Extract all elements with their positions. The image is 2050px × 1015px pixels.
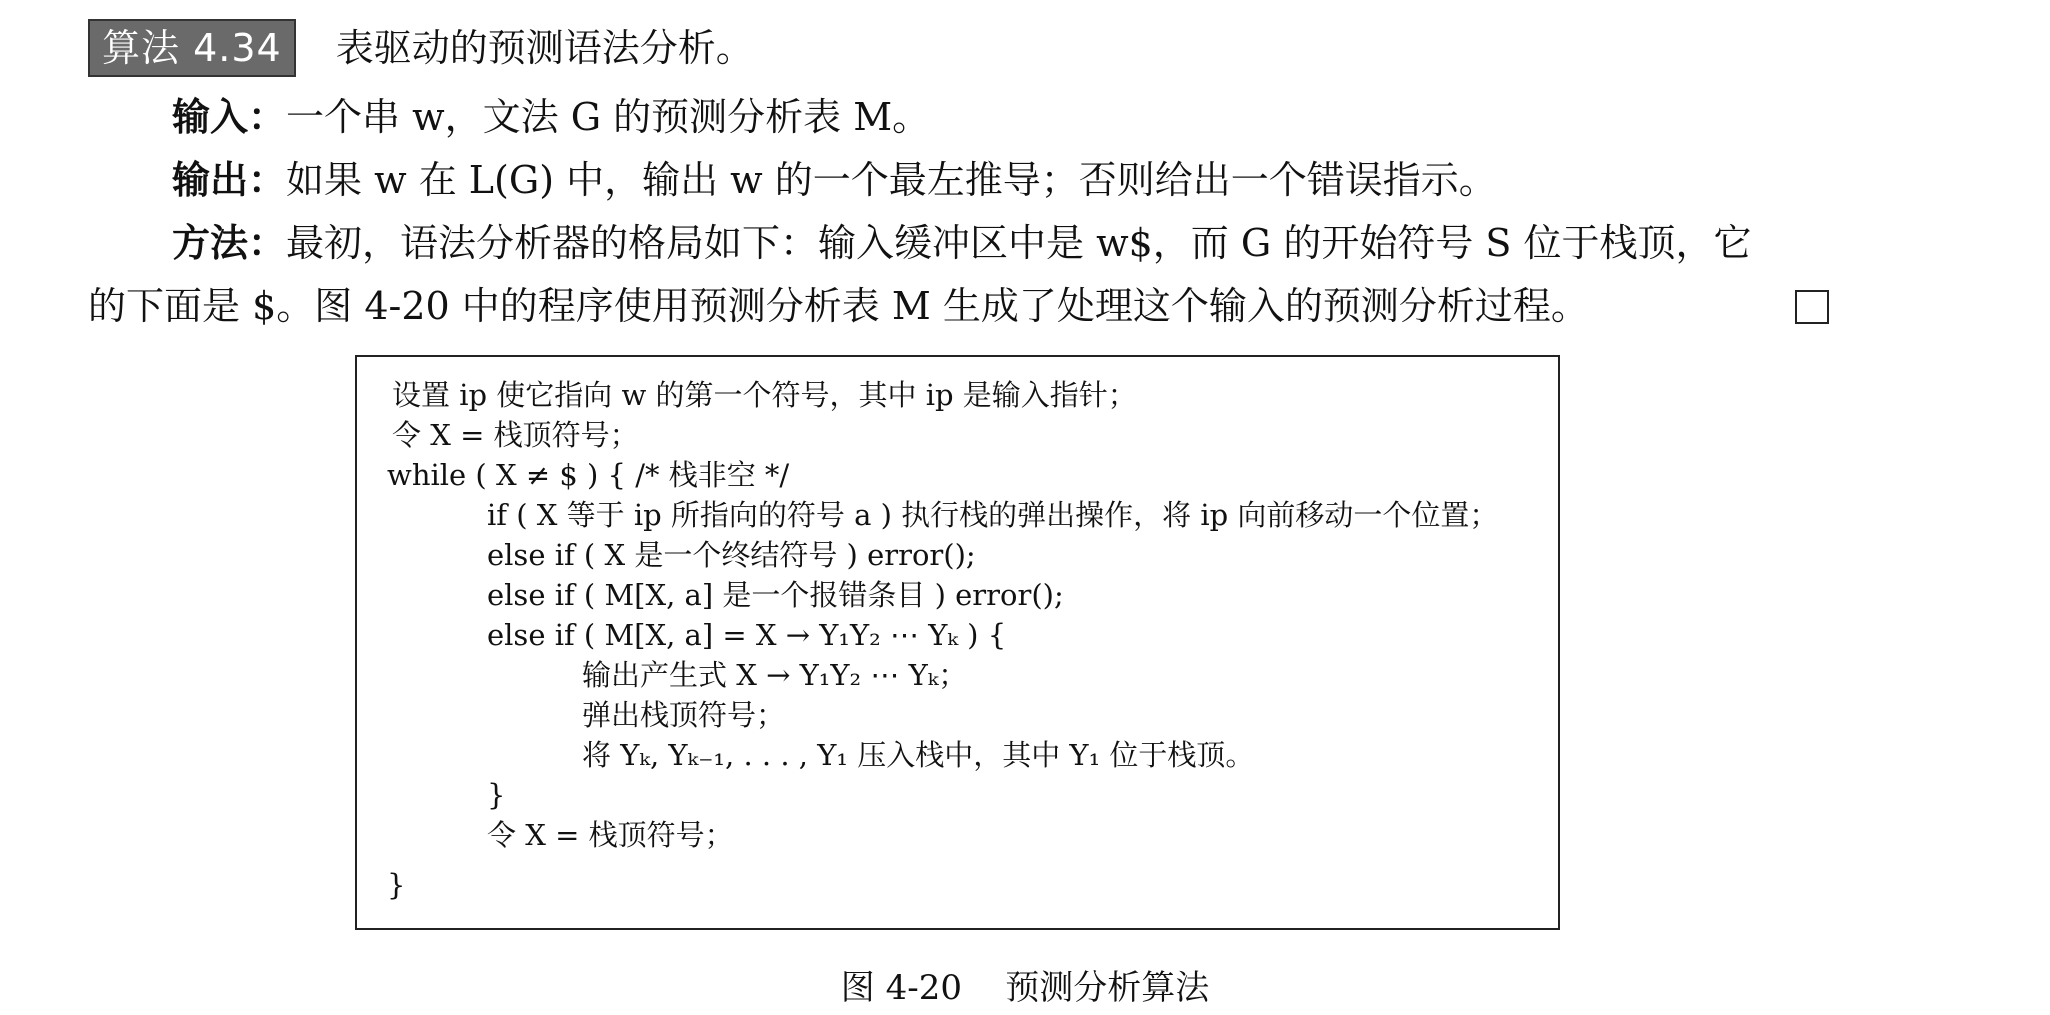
code-line: 输出产生式 X → Y₁Y₂ ⋯ Yₖ；	[582, 658, 968, 692]
method-text-line2: 的下面是 $。图 4-20 中的程序使用预测分析表 M 生成了处理这个输入的预测分析过程。	[88, 284, 1589, 328]
input-text: 一个串 w，文法 G 的预测分析表 M。	[286, 95, 931, 139]
method-label: 方法：	[172, 221, 287, 265]
input-label: 输入：	[172, 95, 287, 139]
qed-square	[1795, 290, 1829, 324]
algorithm-header	[88, 18, 754, 78]
algorithm-title: 表驱动的预测语法分析。	[335, 26, 754, 70]
code-line: 设置 ip 使它指向 w 的第一个符号，其中 ip 是输入指针；	[392, 378, 1137, 412]
algorithm-number-badge: 算法 4.34	[88, 19, 296, 77]
code-line: if ( X 等于 ip 所指向的符号 a ) 执行栈的弹出操作，将 ip 向前移动一个位置；	[487, 498, 1499, 532]
output-label: 输出：	[172, 158, 287, 202]
code-line: }	[487, 778, 506, 812]
algorithm-code-box	[355, 355, 1560, 930]
figure-caption: 图 4-20 预测分析算法	[840, 968, 1210, 1008]
code-line: else if ( M[X, a] = X → Y₁Y₂ ⋯ Yₖ ) {	[487, 618, 1007, 652]
output-text: 如果 w 在 L(G) 中，输出 w 的一个最左推导；否则给出一个错误指示。	[286, 158, 1497, 202]
method-text-line1: 最初，语法分析器的格局如下：输入缓冲区中是 w$，而 G 的开始符号 S 位于栈顶，它	[286, 221, 1752, 265]
code-line: 令 X = 栈顶符号；	[392, 418, 639, 452]
input-paragraph	[172, 92, 930, 142]
code-line: while ( X ≠ $ ) { /* 栈非空 */	[387, 458, 790, 492]
method-paragraph	[172, 218, 1752, 268]
code-line: else if ( M[X, a] 是一个报错条目 ) error();	[487, 578, 1064, 612]
code-line: }	[387, 868, 406, 902]
output-paragraph	[172, 155, 1497, 205]
method-paragraph-continuation	[88, 281, 1589, 331]
code-line: 将 Yₖ, Yₖ₋₁, . . . , Y₁ 压入栈中，其中 Y₁ 位于栈顶。	[582, 738, 1255, 772]
code-line: else if ( X 是一个终结符号 ) error();	[487, 538, 976, 572]
code-line: 令 X = 栈顶符号；	[487, 818, 734, 852]
code-line: 弹出栈顶符号；	[582, 698, 786, 732]
